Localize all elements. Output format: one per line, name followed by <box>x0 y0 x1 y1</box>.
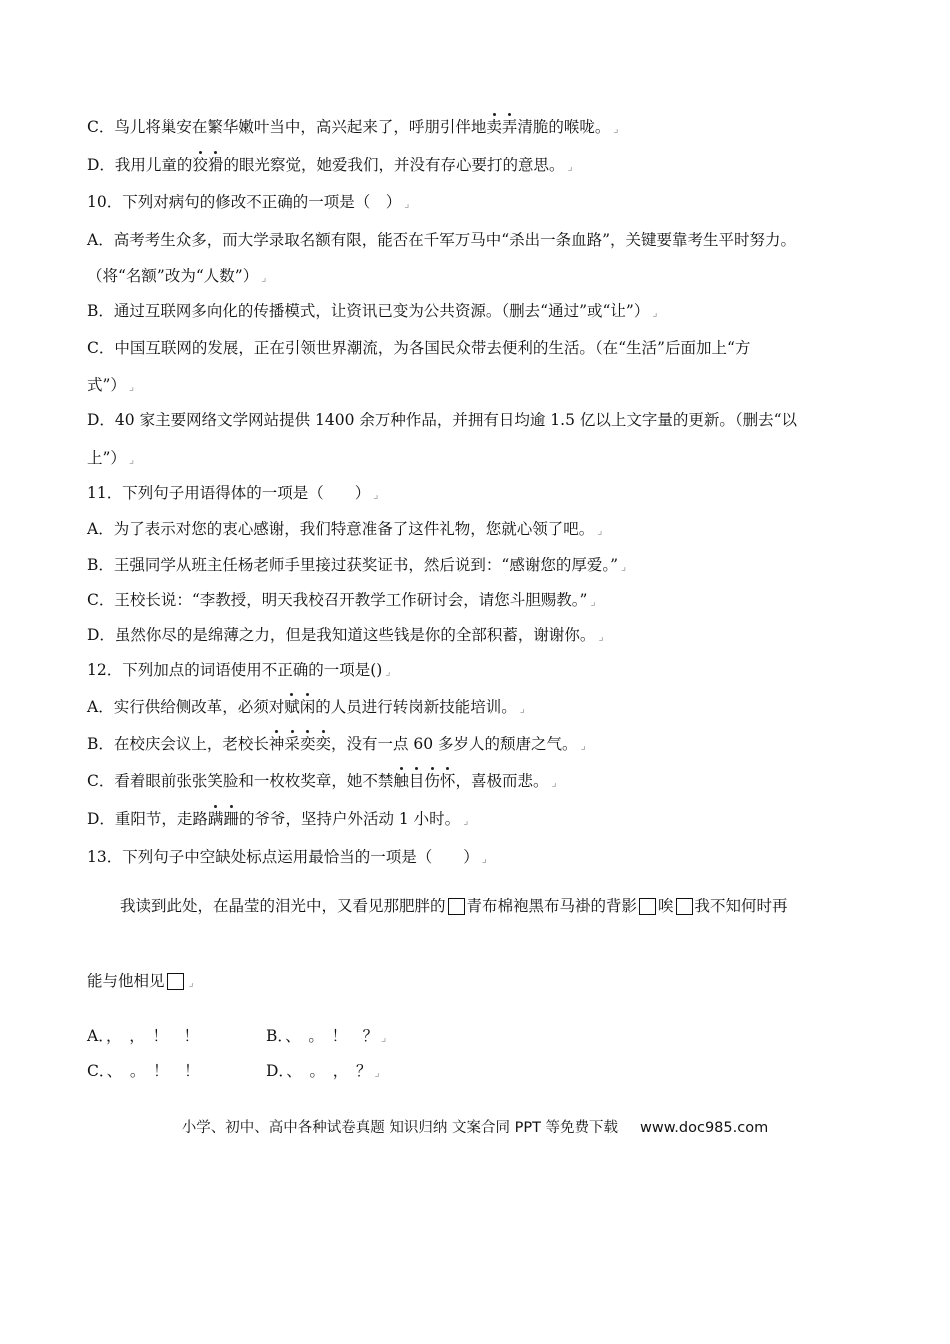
paragraph-mark: ⌟ <box>381 1031 387 1044</box>
dotted-char: 跚 <box>223 810 239 828</box>
text: 的爷爷，坚持户外活动 1 小时。 <box>238 810 461 828</box>
paragraph-mark: ⌟ <box>374 1066 380 1079</box>
text: （将“名额”改为“人数”） <box>87 267 259 285</box>
dotted-char: 触 <box>393 772 409 790</box>
option-12b <box>87 734 586 756</box>
text: C．看着眼前张张笑脸和一枚枚奖章，她不禁 <box>87 772 394 790</box>
option-10a-cont <box>87 266 266 288</box>
text: 11．下列句子用语得体的一项是（ ） <box>87 484 371 502</box>
options-13-row2 <box>87 1061 380 1083</box>
dotted-char: 弄 <box>501 118 518 136</box>
option-9c <box>87 117 619 139</box>
option-10d-cont <box>87 448 134 470</box>
dotted-char: 猾 <box>207 156 224 174</box>
paragraph-mark: ⌟ <box>128 453 135 466</box>
dotted-char: 闲 <box>299 698 316 716</box>
option-13c <box>87 1061 266 1081</box>
footer-site-link[interactable]: www.doc985.com <box>640 1120 769 1136</box>
paragraph-mark: ⌟ <box>128 380 135 393</box>
option-13b <box>266 1027 378 1045</box>
paragraph-mark: ⌟ <box>621 560 627 573</box>
blank-box <box>448 898 465 915</box>
option-11a <box>87 519 602 541</box>
text: 式”） <box>87 376 126 394</box>
text: A．实行供给侧改革，必须对 <box>87 698 285 716</box>
paragraph-mark: ⌟ <box>613 122 619 135</box>
text: ，没有一点 60 多岁人的颓唐之气。 <box>330 735 578 753</box>
question-13 <box>87 847 487 869</box>
text: 的眼光察觉，她爱我们，并没有存心要打的意思。 <box>223 156 565 174</box>
option-12d <box>87 809 468 831</box>
option-10c <box>87 338 750 358</box>
option-10c-cont <box>87 375 134 397</box>
option-9d <box>87 155 573 177</box>
paragraph-mark: ⌟ <box>652 306 658 319</box>
paragraph-mark: ⌟ <box>590 595 596 608</box>
text: D．我用儿童的 <box>87 156 193 174</box>
text: 10．下列对病句的修改不正确的一项是（ ） <box>87 193 402 211</box>
question-12 <box>87 660 390 682</box>
text: 的人员进行转岗新技能培训。 <box>315 698 517 716</box>
text: D．40 家主要网络文学网站提供 1400 余万种作品，并拥有日均逾 1.5 亿以上文字量的更新。（删去“以 <box>87 411 798 429</box>
option-13d <box>266 1062 371 1080</box>
dotted-char: 奕 <box>315 735 331 753</box>
text: 互联网多向化的传播模式，让资讯已变为公共资源。（删去“通过”或“让”） <box>144 302 650 320</box>
paragraph-mark: ⌟ <box>404 197 410 210</box>
dotted-char: 伤 <box>424 772 440 790</box>
paragraph-mark: ⌟ <box>373 488 379 501</box>
text: A．高考考生众多，而大学录取名额有限，能否在千军万马中“杀出一条血路”，关键要靠考生平时努力。 <box>87 231 797 249</box>
paragraph-mark: ⌟ <box>597 524 603 537</box>
text: 12．下列加点的词语使用不正确的一项是() <box>87 661 383 679</box>
option-marks: ， ， ！ ！ <box>105 1027 199 1045</box>
text: D．虽然你尽的是绵薄之力，但是我知道这些钱是你的全部积蓄，谢谢你。 <box>87 626 596 644</box>
passage-line-2 <box>87 971 194 993</box>
text: 唉 <box>658 897 674 915</box>
option-11c <box>87 590 596 612</box>
dotted-char: 神 <box>268 735 285 753</box>
paragraph-mark: ⌟ <box>551 776 557 789</box>
paragraph-mark: ⌟ <box>261 271 267 284</box>
text: 我不知何时再 <box>694 897 788 915</box>
paragraph-mark: ⌟ <box>519 702 525 715</box>
paragraph-mark: ⌟ <box>598 630 604 643</box>
option-label: B． <box>266 1027 286 1045</box>
text: 我读到此处，在晶莹的泪光中，又看见那肥胖的 <box>120 897 446 915</box>
text: B．王强同学从班主任杨老师手里接过获奖证书，然后说到：“感谢您的厚爱。” <box>87 556 618 574</box>
text: B．通过 <box>87 302 145 320</box>
option-12a <box>87 697 525 719</box>
option-11b <box>87 555 626 577</box>
option-marks: 、 。 ， ？ <box>286 1062 372 1080</box>
question-10 <box>87 192 409 214</box>
text: C．王校长说：“李教授，明天我校召开教学工作研讨会，请您斗胆赐教。” <box>87 591 588 609</box>
blank-box <box>676 898 693 915</box>
option-13a <box>87 1026 266 1046</box>
text: C．中国互联网的发展，正在引领世界潮流，为各国民众带去便利的生活。（在“生活”后面加上“方 <box>87 339 751 357</box>
dotted-char: 目 <box>408 772 425 790</box>
dotted-char: 狡 <box>192 156 208 174</box>
text: C．鸟儿将巢安在繁华嫩叶当中，高兴起来了，呼朋引伴地 <box>87 118 487 136</box>
text: 上”） <box>87 449 126 467</box>
dotted-char: 怀 <box>439 772 456 790</box>
text: 青布棉袍黑布马褂的背影 <box>466 897 638 915</box>
option-11d <box>87 625 604 647</box>
paragraph-mark: ⌟ <box>385 665 391 678</box>
option-12c <box>87 771 557 793</box>
option-marks: 、 。 ！ ？ <box>285 1027 379 1045</box>
paragraph-mark: ⌟ <box>188 976 194 989</box>
footer-text: 小学、初中、高中各种试卷真题 知识归纳 文案合同 PPT 等免费下载 <box>181 1120 619 1136</box>
option-10a <box>87 230 796 250</box>
text: 13．下列句子中空缺处标点运用最恰当的一项是（ ） <box>87 848 479 866</box>
text: A．为了表示对您的衷心感谢，我们特意准备了这件礼物，您就心领了吧。 <box>87 520 595 538</box>
text: ，喜极而悲。 <box>455 772 549 790</box>
dotted-char: 蹒 <box>207 810 224 828</box>
text: D．重阳节，走路 <box>87 810 208 828</box>
text: B．在校庆会议上，老校长 <box>87 735 269 753</box>
dotted-char: 赋 <box>284 698 300 716</box>
blank-box <box>639 898 656 915</box>
option-marks: 、 。 ！ ！ <box>106 1062 200 1080</box>
paragraph-mark: ⌟ <box>463 814 469 827</box>
paragraph-mark: ⌟ <box>567 160 573 173</box>
option-10d <box>87 410 797 430</box>
paragraph-mark: ⌟ <box>580 739 586 752</box>
passage-line-1 <box>120 896 788 916</box>
dotted-char: 奕 <box>299 735 316 753</box>
text: 能与他相见 <box>87 972 165 990</box>
text: 清脆的喉咙。 <box>517 118 611 136</box>
dotted-char: 卖 <box>486 118 502 136</box>
option-label: A． <box>87 1027 106 1045</box>
option-label: D． <box>266 1062 287 1080</box>
option-label: C． <box>87 1062 107 1080</box>
option-10b <box>87 301 658 323</box>
blank-box <box>167 973 184 990</box>
options-13-row1 <box>87 1026 386 1048</box>
dotted-char: 采 <box>284 735 300 753</box>
footer <box>0 1116 950 1137</box>
question-11 <box>87 483 378 505</box>
paragraph-mark: ⌟ <box>481 852 487 865</box>
